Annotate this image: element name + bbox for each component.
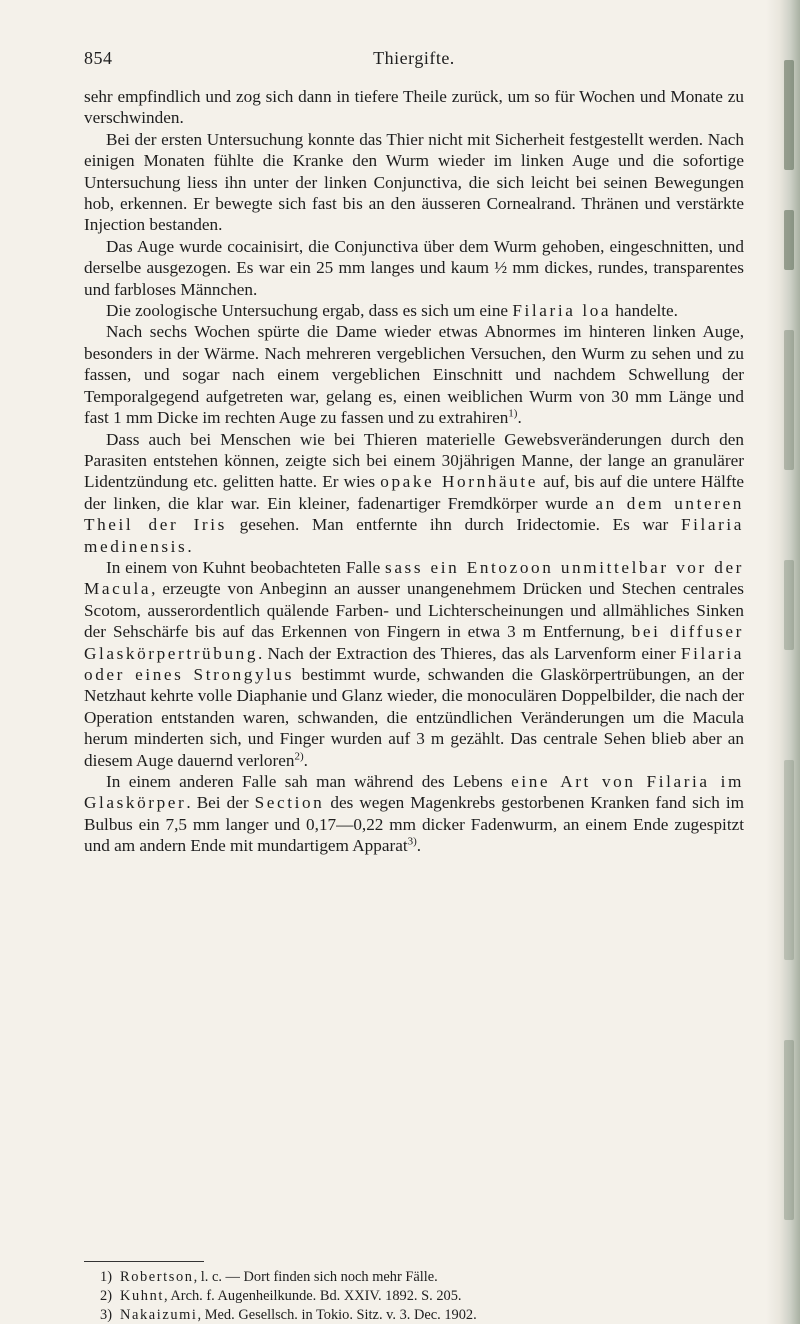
footnote-rule <box>84 1261 204 1262</box>
text-run: Das Auge wurde cocainisirt, die Conjunctiva über dem Wurm gehoben, eingeschnitten, und derselbe ausgezogen. Es war ein 25 mm langes und kaum ½ mm dickes, rundes, transparentes und farbloses Männchen. <box>84 236 744 299</box>
text-run: handelte. <box>611 301 678 321</box>
footnote-author: Kuhnt <box>120 1287 164 1304</box>
spaced-emphasis: eine Art von Filaria im Glaskörper <box>84 772 744 813</box>
spaced-emphasis: Filaria medinensis <box>84 515 745 556</box>
paragraph <box>84 771 744 857</box>
text-run: gesehen. Man entfernte ihn durch Iridectomie. Es war <box>226 515 681 535</box>
footnote-author: Nakaizumi <box>120 1306 198 1323</box>
body-text <box>84 86 744 857</box>
footnote-ref: 3) <box>407 835 417 848</box>
footnote-text: , Arch. f. Augenheilkunde. Bd. XXIV. 1892. S. 205. <box>163 1287 462 1304</box>
paragraph <box>84 129 744 236</box>
paragraph <box>84 429 744 557</box>
text-run: . <box>187 536 192 556</box>
text-run: . <box>303 750 308 770</box>
text-run: Dass auch bei Menschen wie bei Thieren materielle Gewebsveränderungen durch den Parasiten entstehen können, zeigte sich bei einem 30jährigen Manne, der lange an granulärer Lidentzündung etc. gelitten hatte. Er wies <box>84 429 744 492</box>
text-run: In einem anderen Falle sah man während des Lebens <box>106 772 512 791</box>
spaced-emphasis: an dem unteren Theil der Iris <box>84 493 744 535</box>
footnote-ref: 2) <box>294 749 304 762</box>
footnote-number: 2) <box>100 1287 112 1304</box>
spaced-emphasis: opake Hornhäute <box>380 472 538 492</box>
text-run: auf, bis auf die untere Hälfte der linken, die klar war. Ein kleiner, fadenartiger Fremdkörper wurde <box>84 472 744 513</box>
paragraph <box>84 557 744 771</box>
footnote-text: , l. c. — Dort finden sich noch mehr Fälle. <box>193 1269 438 1285</box>
text-run: Bei der ersten Untersuchung konnte das Thier nicht mit Sicherheit festgestellt werden. Nach einigen Monaten fühlte die Kranke den Wurm wieder im linken Auge und die sofortige Untersuchung liess ihn unter der linken Conjunctiva, die sich leicht bei seinen Bewegungen hob, erkennen. Er bewegte sich fast bis an den äusseren Cornealrand. Thränen und verstärkte Injection bestanden. <box>84 129 744 235</box>
text-run: . <box>517 408 522 428</box>
footnote <box>100 1268 740 1287</box>
scan-edge <box>766 0 800 1324</box>
text-run: In einem von Kuhnt beobachteten Falle <box>106 557 386 577</box>
footnotes <box>100 1268 740 1324</box>
paragraph <box>84 321 744 428</box>
spaced-emphasis: bei diffuser Glaskörpertrübung <box>84 622 744 663</box>
text-run: Die zoologische Untersuchung ergab, dass es sich um eine <box>106 301 513 321</box>
footnote <box>100 1306 740 1324</box>
text-run: sehr empfindlich und zog sich dann in tiefere Theile zurück, um so für Wochen und Monate zu verschwinden. <box>84 87 744 128</box>
spaced-emphasis: Filaria loa <box>512 301 612 321</box>
footnote-author: Robertson <box>120 1269 194 1285</box>
text-run: , erzeugte von Anbeginn an ausser unangenehmem Drücken und Stechen centrales Scotom, ausserordentlich quälende Farben- und Lichterscheinungen und allmähliches Sinken der Sehschärfe bis auf das Erkennen von Fingern in etwa 3 m Entfernung, <box>84 579 744 642</box>
page-number: 854 <box>84 48 113 68</box>
text-run: Nach sechs Wochen spürte die Dame wieder etwas Abnormes im hinteren linken Auge, besonders in der Wärme. Nach mehreren vergeblichen Versuchen, den Wurm zu sehen und zu fassen, und sogar nach einem vergeblichen Einschnitt und nachdem Schwellung der Temporalgegend aufgetreten war, gelang es, einen weiblichen Wurm von 30 mm Länge und fast 1 mm Dicke im rechten Auge zu fassen und zu extrahiren <box>84 322 744 428</box>
paragraph <box>84 300 744 321</box>
spaced-emphasis: Section <box>254 793 325 813</box>
spaced-emphasis: sass ein Entozoon unmittelbar vor der Macula <box>84 557 744 599</box>
text-run: bestimmt wurde, schwanden die Glaskörpertrübungen, an der Netzhaut kehrte volle Diaphanie und Glanz wieder, die monoculären Doppelbilder, die nach der Operation entstanden waren, schwanden, die entzündlichen Veränderungen um die Macula herum minderten sich, und Finger wurden auf 3 m gezählt. Das centrale Sehen blieb aber an diesem Auge dauernd verloren <box>84 664 744 770</box>
spaced-emphasis: Filaria oder eines Strongylus <box>84 643 744 684</box>
text-run: . Bei der <box>186 793 255 813</box>
paragraph <box>84 86 744 129</box>
footnote-number: 3) <box>100 1306 112 1323</box>
paragraph <box>84 236 744 300</box>
text-run: . Nach der Extraction des Thieres, das als Larvenform einer <box>258 643 681 663</box>
text-run: des wegen Magenkrebs gestorbenen Kranken fand sich im Bulbus ein 7,5 mm langer und 0,17—0,22 mm dicker Fadenwurm, an einem Ende zugespitzt und am andern Ende mit mundartigem Apparat <box>84 793 744 856</box>
running-title: Thiergifte. <box>373 48 455 68</box>
page-header <box>84 48 744 74</box>
text-run: . <box>416 836 422 856</box>
footnote-ref: 1) <box>508 407 518 420</box>
footnote <box>100 1287 740 1306</box>
footnote-number: 1) <box>100 1269 112 1285</box>
footnote-text: , Med. Gesellsch. in Tokio. Sitz. v. 3. Dec. 1902. <box>197 1306 477 1323</box>
